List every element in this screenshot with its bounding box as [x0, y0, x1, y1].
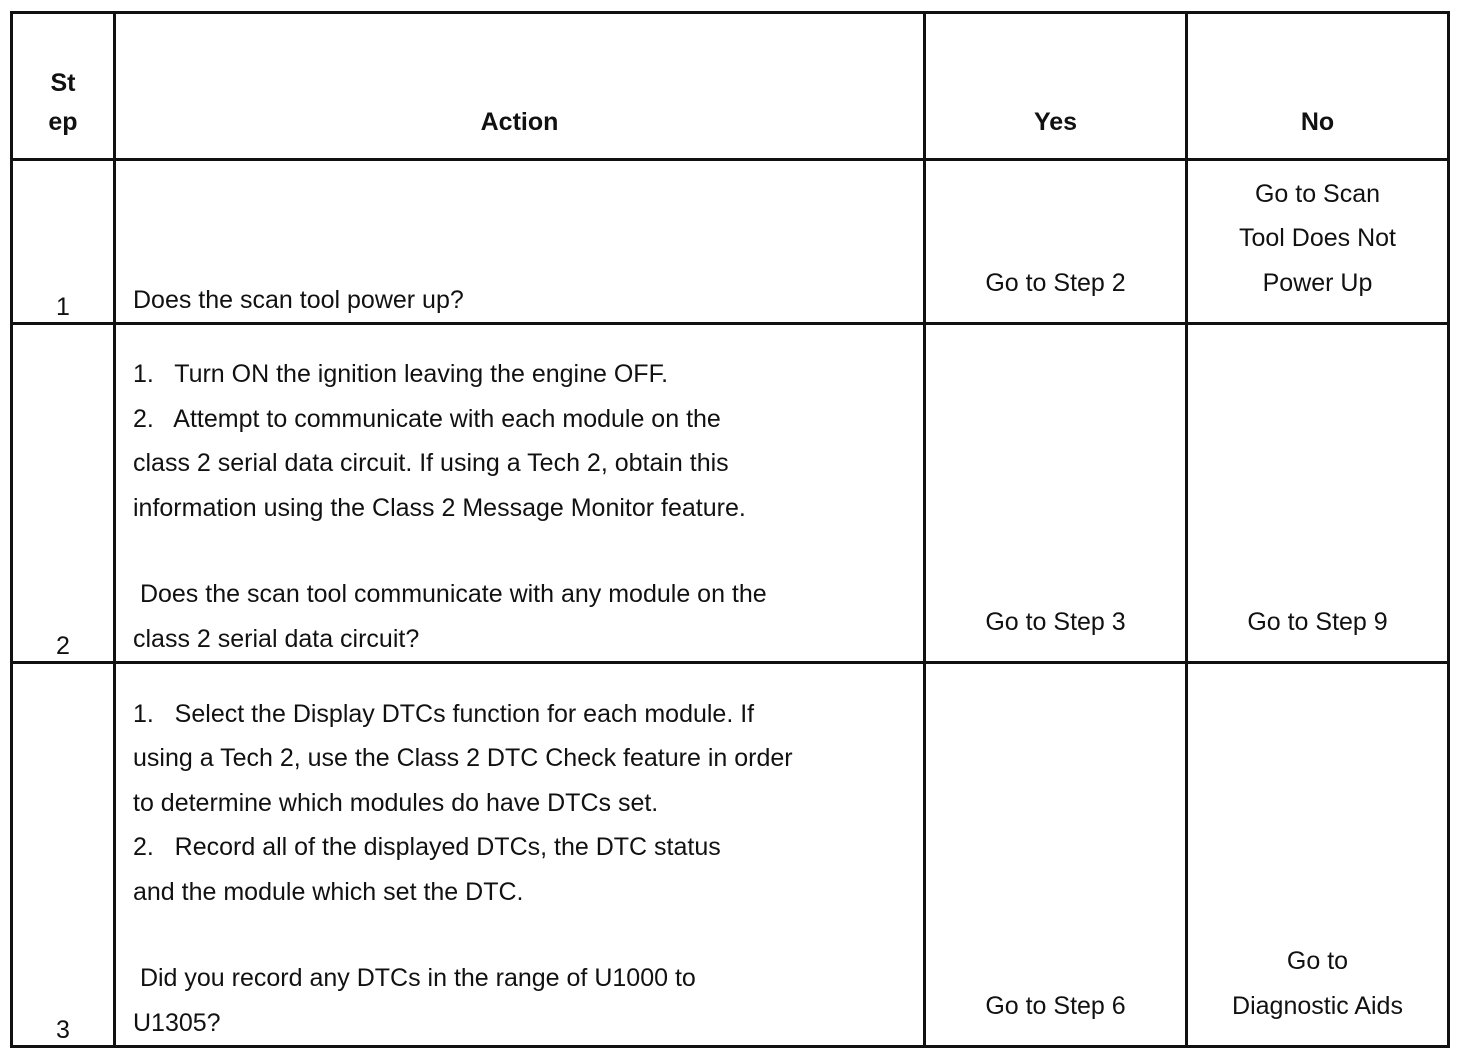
no-line: Go to Scan [1254, 179, 1381, 208]
no-cell [1187, 324, 1449, 663]
action-line: 2. Attempt to communicate with each module on the [133, 404, 721, 433]
header-step-line2: ep [48, 108, 78, 136]
no-cell [1187, 160, 1449, 324]
step-number: 3 [12, 663, 115, 1047]
no-line: Go to Step 9 [1247, 607, 1388, 636]
yes-cell: Go to Step 2 [925, 160, 1187, 324]
header-yes: Yes [925, 13, 1187, 160]
spacer [133, 914, 907, 956]
header-step-line1: St [50, 69, 76, 97]
question-line: class 2 serial data circuit? [133, 624, 420, 653]
header-step [12, 13, 115, 160]
table-row [12, 160, 1449, 324]
action-line: to determine which modules do have DTCs set. [133, 788, 659, 817]
yes-cell: Go to Step 3 [925, 324, 1187, 663]
action-line: 2. Record all of the displayed DTCs, the DTC status [133, 833, 721, 861]
no-line: Power Up [1262, 268, 1373, 297]
no-line: Go to [1286, 947, 1349, 975]
table-row [12, 663, 1449, 1047]
question-line: Does the scan tool communicate with any module on the [133, 580, 767, 608]
yes-cell: Go to Step 6 [925, 663, 1187, 1047]
step-number: 2 [12, 324, 115, 663]
action-cell [115, 663, 925, 1047]
action-line: class 2 serial data circuit. If using a Tech 2, obtain this [133, 449, 729, 477]
action-line: 1. Turn ON the ignition leaving the engine OFF. [133, 360, 669, 388]
action-cell [115, 324, 925, 663]
table-row [12, 324, 1449, 663]
no-line: Tool Does Not [1238, 224, 1397, 252]
no-line: Diagnostic Aids [1232, 991, 1403, 1020]
action-line: Does the scan tool power up? [133, 285, 464, 314]
action-line: using a Tech 2, use the Class 2 DTC Check feature in order [133, 744, 793, 772]
header-action: Action [115, 13, 925, 160]
no-cell [1187, 663, 1449, 1047]
action-line: and the module which set the DTC. [133, 877, 524, 906]
action-line: 1. Select the Display DTCs function for each module. If [133, 699, 755, 728]
diagnostic-table [10, 11, 1450, 1048]
action-line: information using the Class 2 Message Monitor feature. [133, 493, 746, 522]
table-header-row [12, 13, 1449, 160]
step-number: 1 [12, 160, 115, 324]
spacer [133, 530, 907, 572]
question-line: Did you record any DTCs in the range of U1000 to [133, 964, 696, 992]
action-cell [115, 160, 925, 324]
question-line: U1305? [133, 1008, 221, 1037]
header-no: No [1187, 13, 1449, 160]
